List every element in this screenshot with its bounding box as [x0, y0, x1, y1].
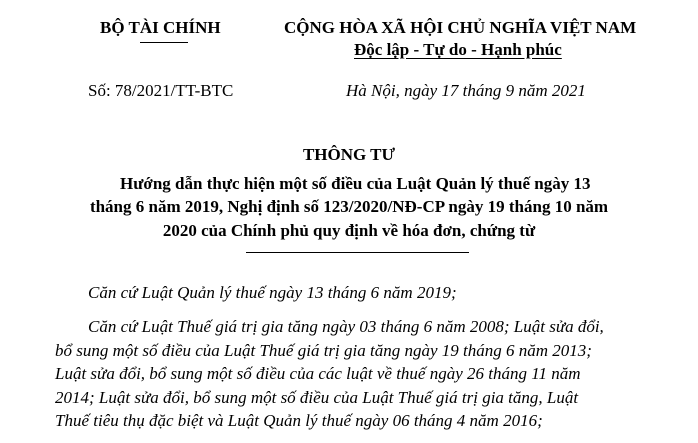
document-number: Số: 78/2021/TT-BTC: [88, 81, 234, 100]
preamble-paragraph-2-line-1: Căn cứ Luật Thuế giá trị gia tăng ngày 03 tháng 6 năm 2008; Luật sửa đổi,: [88, 317, 604, 336]
preamble-paragraph-1: Căn cứ Luật Quản lý thuế ngày 13 tháng 6 năm 2019;: [88, 283, 457, 302]
place-and-date: Hà Nội, ngày 17 tháng 9 năm 2021: [346, 81, 586, 100]
preamble-paragraph-2-line-3: Luật sửa đổi, bổ sung một số điều của các luật về thuế ngày 26 tháng 11 năm: [55, 364, 581, 383]
subject-line-2: tháng 6 năm 2019, Nghị định số 123/2020/NĐ-CP ngày 19 tháng 10 năm: [89, 197, 609, 216]
preamble-paragraph-2-line-5: Thuế tiêu thụ đặc biệt và Luật Quản lý thuế ngày 06 tháng 4 năm 2016;: [55, 411, 543, 430]
document-type-heading: THÔNG TƯ: [302, 145, 396, 164]
ministry-underline: [140, 42, 188, 43]
subject-line-1: Hướng dẫn thực hiện một số điều của Luật Quản lý thuế ngày 13: [120, 174, 591, 193]
republic-name: CỘNG HÒA XÃ HỘI CHỦ NGHĨA VIỆT NAM: [284, 18, 637, 37]
title-divider: [246, 252, 469, 253]
preamble-paragraph-2-line-4: 2014; Luật sửa đổi, bổ sung một số điều của Luật Thuế giá trị gia tăng, Luật: [55, 388, 579, 407]
preamble-paragraph-2-line-2: bổ sung một số điều của Luật Thuế giá trị gia tăng ngày 19 tháng 6 năm 2013;: [55, 341, 592, 360]
ministry-name: BỘ TÀI CHÍNH: [100, 18, 221, 37]
national-motto: Độc lập - Tự do - Hạnh phúc: [354, 40, 562, 59]
subject-line-3: 2020 của Chính phủ quy định về hóa đơn, chứng từ: [162, 221, 536, 240]
